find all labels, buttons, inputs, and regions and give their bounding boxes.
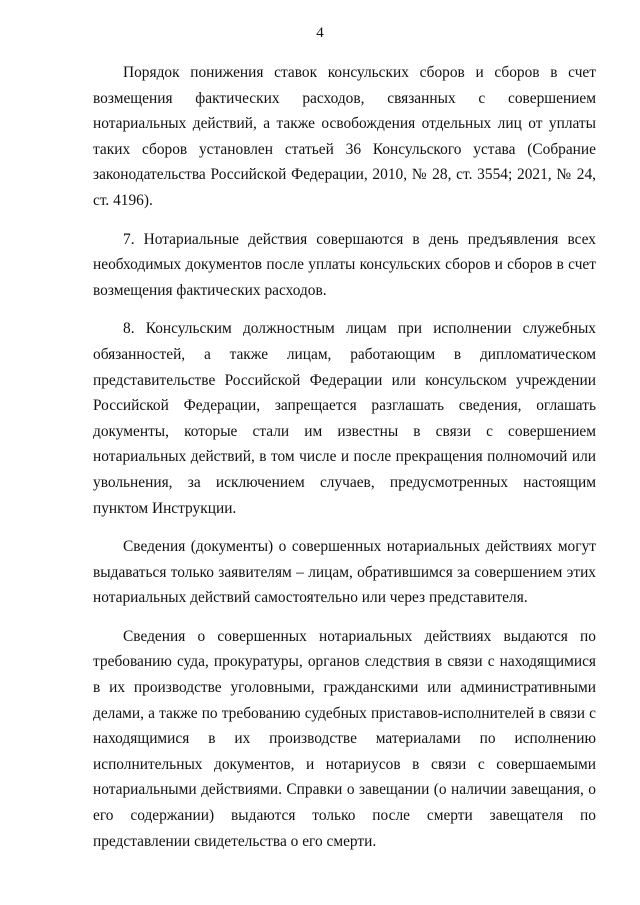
document-body bbox=[93, 60, 596, 867]
paragraph-info-on-request: Сведения о совершенных нотариальных действиях выдаются по требованию суда, прокуратуры, органов следствия в связи с находящимися в их производстве уголовными, гражданскими или административными делами, а также по требованию судебных приставов-исполнителей в связи с находящимися в их производстве материалами по исполнению исполнительных документов, и нотариусов в связи с совершаемыми нотариальными действиями. Справки о завещании (о наличии завещания, о его содержании) выдаются только после смерти завещателя по представлении свидетельства о его смерти. bbox=[93, 627, 596, 850]
paragraph-item-8: 8. Консульским должностным лицам при исполнении служебных обязанностей, а также лицам, работающим в дипломатическом представительстве Российской Федерации или консульском учреждении Российской Федерации, запрещается разглашать сведения, оглашать документы, которые стали им известны в связи с совершением нотариальных действий, в том числе и после прекращения полномочий или увольнения, за исключением случаев, предусмотренных настоящим пунктом Инструкции. bbox=[93, 320, 596, 517]
paragraph-item-7: 7. Нотариальные действия совершаются в день предъявления всех необходимых документов после уплаты консульских сборов и сборов в счет возмещения фактических расходов. bbox=[93, 230, 596, 299]
paragraph-fee-reduction: Порядок понижения ставок консульских сборов и сборов в счет возмещения фактических расходов, связанных с совершением нотариальных действий, а также освобождения отдельных лиц от уплаты таких сборов установлен статьей 36 Консульского устава (Собрание законодательства Российской Федерации, 2010, № 28, ст. 3554; 2021, № 24, ст. 4196). bbox=[93, 64, 596, 209]
paragraph-info-to-applicants: Сведения (документы) о совершенных нотариальных действиях могут выдаваться только заявителям – лицам, обратившимся за совершением этих нотариальных действий самостоятельно или через представителя. bbox=[93, 538, 596, 607]
page-number: 4 bbox=[316, 25, 324, 41]
